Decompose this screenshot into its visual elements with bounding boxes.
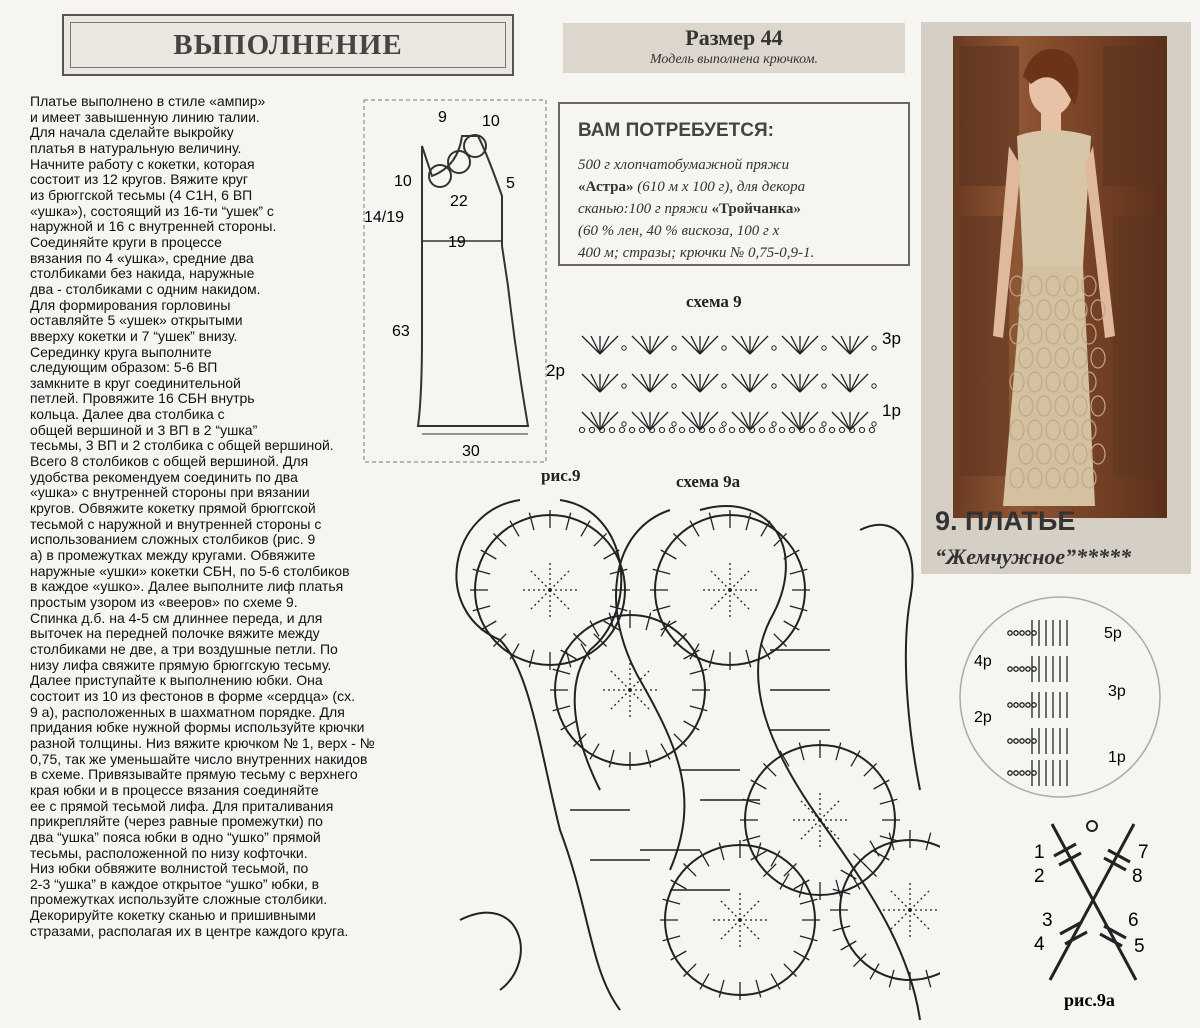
fan-stitch	[750, 336, 759, 354]
chain-dot	[672, 346, 676, 350]
ring-stitch	[756, 980, 761, 997]
chain-dot	[1014, 739, 1018, 743]
chain-dot	[769, 427, 774, 432]
ring-stitch	[719, 980, 724, 997]
spoke	[719, 899, 740, 920]
chain-dot	[1008, 703, 1012, 707]
fan-stitch	[591, 336, 600, 354]
braid-outline	[860, 525, 920, 790]
spoke	[889, 910, 910, 931]
dress-bodice	[1017, 130, 1091, 266]
chain-dot	[622, 346, 626, 350]
ring-stitch	[746, 513, 751, 530]
fan-stitch	[650, 336, 668, 354]
fan-stitch	[741, 374, 750, 392]
chain-dot	[729, 427, 734, 432]
chain-dot	[689, 427, 694, 432]
fig9a-diagram	[1024, 810, 1164, 1020]
chain-dot	[1014, 631, 1018, 635]
ring-stitch	[709, 513, 714, 530]
chain-dot	[622, 384, 626, 388]
ring-stitch	[663, 936, 680, 941]
chain-dot	[589, 427, 594, 432]
instruction-line: состоит из 12 кругов. Вяжите круг	[30, 171, 248, 188]
row-label: 3р	[882, 329, 901, 348]
instruction-line: Для начала сделайте выкройку	[30, 124, 234, 141]
pattern-border	[364, 100, 546, 462]
fan-stitch	[682, 336, 700, 354]
dim-label: 22	[450, 193, 468, 210]
photo-caption: 9. ПЛАТЬЕ	[935, 506, 1076, 536]
spoke	[910, 910, 931, 931]
ring-stitch	[529, 513, 534, 530]
chain-dot	[1008, 739, 1012, 743]
chain-dot	[1014, 771, 1018, 775]
fan-stitch	[700, 374, 718, 392]
fan-stitch	[682, 374, 700, 392]
model-silhouette	[953, 36, 1167, 518]
instruction-line: Начните работу с кокетки, которая	[30, 155, 255, 172]
instruction-line: «ушка»), состоящий из 16-ти “ушек” с	[30, 202, 274, 219]
lace-motif	[1091, 444, 1105, 464]
ring-stitch	[663, 899, 680, 904]
instruction-line: Декорируйте кокетку сканью и пришивными	[30, 907, 316, 924]
materials-line: 400 м; стразы; крючки № 0,75-0,9-1.	[578, 245, 815, 261]
step-number: 7	[1138, 842, 1149, 863]
ring-stitch	[800, 899, 817, 904]
chain-dot	[722, 384, 726, 388]
instruction-line: 2-3 “ушка” в каждое открытое “ушко” юбки, в	[30, 875, 320, 892]
ring-stitch	[553, 706, 570, 711]
instruction-line: наружные «ушки» кокетки СБН, по 5-6 столбиков	[30, 562, 350, 579]
spoke	[550, 569, 571, 590]
ring-stitch	[799, 880, 804, 897]
size-note: Модель выполнена крючком.	[649, 52, 819, 67]
instruction-line: Далее приступайте к выполнению юбки. Она	[30, 672, 323, 689]
section-title-box	[62, 14, 514, 76]
spoke	[730, 590, 751, 611]
instruction-line: замкните в круг соединительной	[30, 374, 241, 391]
materials-line: (610 м х 100 г), для декора	[633, 179, 806, 195]
row-label: 2р	[546, 361, 565, 380]
chain-dot	[872, 422, 876, 426]
chain-dot	[609, 427, 614, 432]
ring-stitch	[880, 836, 897, 841]
instruction-line: тесьмы, 3 ВП и 2 столбика с общей вершиной.	[30, 437, 334, 454]
instruction-line: удобства рекомендуем соединить по два	[30, 468, 298, 485]
chain-dot	[672, 422, 676, 426]
lace-motif	[1091, 396, 1105, 416]
fan-stitch	[600, 374, 609, 392]
instruction-line: разной толщины. Низ вяжите крючком № 1, верх - №	[30, 734, 375, 751]
chain-dot	[709, 427, 714, 432]
spoke	[889, 889, 910, 910]
instruction-line: стразами, располагая их в центре каждого круга.	[30, 922, 349, 939]
fan-stitch	[750, 336, 768, 354]
chain-dot	[669, 427, 674, 432]
fan-stitch	[782, 374, 800, 392]
instruction-line: «ушка» с внутренней стороны при вязании	[30, 484, 310, 501]
chain-dot	[1008, 631, 1012, 635]
scheme9-title: схема 9	[686, 292, 742, 311]
fan-stitch	[782, 336, 800, 354]
materials-line: 500 г хлопчатобумажной пряжи	[578, 157, 790, 173]
step-number: 8	[1132, 866, 1143, 887]
instruction-line: края юбки и в процессе вязания соединяйте	[30, 781, 319, 798]
instruction-line: в схеме. Привязывайте прямую тесьму с верхнего	[30, 766, 358, 783]
instruction-line: использованием сложных столбиков (рис. 9	[30, 531, 316, 548]
spoke	[609, 669, 630, 690]
ring-stitch	[529, 650, 534, 667]
row-label: 1р	[882, 401, 901, 420]
fan-stitch	[600, 336, 609, 354]
ring-stitch	[690, 706, 707, 711]
chain-dot	[759, 427, 764, 432]
instruction-line: Спинка д.б. на 4-5 см длиннее переда, и для	[30, 609, 323, 626]
chain-dot	[679, 427, 684, 432]
materials-box	[558, 102, 910, 266]
ring-stitch	[800, 936, 817, 941]
size-title: Размер 44	[685, 25, 783, 50]
dress-pattern-diagram	[360, 96, 550, 466]
ring-stitch	[709, 650, 714, 667]
row-label: 2р	[974, 709, 992, 726]
dim-label: 9	[438, 109, 447, 126]
chain-dot	[829, 427, 834, 432]
instruction-line: вверху кокетки и 7 “ушек” внизу.	[30, 327, 238, 344]
spoke	[719, 920, 740, 941]
fan-stitches	[579, 336, 876, 433]
spoke	[740, 899, 761, 920]
spoke	[550, 590, 571, 611]
instruction-line: и имеет завышенную линию талии.	[30, 108, 260, 125]
ring-stitch	[880, 799, 897, 804]
chain-dot	[579, 427, 584, 432]
ring-stitch	[690, 669, 707, 674]
chain-dot	[1026, 667, 1030, 671]
fan-stitch	[632, 336, 650, 354]
instruction-line: низу лифа свяжите прямую брюггскую тесьму.	[30, 656, 332, 673]
row-label: 3р	[1108, 683, 1126, 700]
chain-dot	[719, 427, 724, 432]
instruction-line: в каждое «ушко». Далее выполните лиф платья	[30, 578, 344, 595]
scheme9-chart	[540, 312, 920, 442]
instruction-line: а) в промежутках между кругами. Обвяжите	[30, 547, 316, 564]
fan-stitch	[582, 336, 600, 354]
instruction-line: столбиками не две, а три воздушные петли. По	[30, 640, 338, 657]
photo-card	[921, 22, 1191, 574]
scheme9a-lace-diagram	[440, 490, 940, 1028]
instruction-line: промежутках используйте сложные столбики.	[30, 891, 328, 908]
fan-stitch	[641, 374, 650, 392]
fan-stitch	[632, 374, 650, 392]
lace-motif	[1082, 276, 1096, 296]
step-number: 3	[1042, 910, 1053, 931]
spoke	[820, 799, 841, 820]
chain-dot	[872, 384, 876, 388]
chain-dot	[772, 422, 776, 426]
step-number: 6	[1128, 910, 1139, 931]
materials-line: (60 % лен, 40 % вискоза, 100 г х	[578, 223, 780, 239]
stitch-ring	[1087, 821, 1097, 831]
ring-stitch	[566, 513, 571, 530]
chain-dot	[872, 346, 876, 350]
instruction-line: общей вершиной и 3 ВП в 2 “ушка”	[30, 421, 258, 438]
instruction-line: кругов. Обвяжите кокетку прямой брюггской	[30, 500, 316, 517]
chain-dot	[869, 427, 874, 432]
fan-stitch	[841, 336, 850, 354]
dim-label: 30	[462, 443, 480, 460]
chain-dot	[822, 346, 826, 350]
chain-dot	[1026, 631, 1030, 635]
ring-stitch	[553, 669, 570, 674]
column-stitches	[1008, 620, 1067, 786]
stitch-ticks	[1054, 844, 1130, 946]
materials-title: ВАМ ПОТРЕБУЕТСЯ:	[578, 120, 774, 141]
stitch-line	[1052, 824, 1136, 980]
ring-stitch	[836, 880, 841, 897]
chain-dot	[822, 422, 826, 426]
tick	[1104, 926, 1126, 938]
ring-stitch	[653, 569, 670, 574]
model-neck	[1041, 112, 1061, 132]
ring-stitch	[746, 650, 751, 667]
fan-stitch	[732, 336, 750, 354]
fan-stitch	[741, 336, 750, 354]
chain-dot	[859, 427, 864, 432]
instruction-line: из брюггской тесьмы (4 С1Н, 6 ВП	[30, 186, 253, 203]
fan-stitch	[832, 336, 850, 354]
ring-stitch	[743, 836, 760, 841]
scheme9a-title: схема 9а	[676, 472, 741, 491]
fan-stitch	[750, 374, 759, 392]
chain-dot	[722, 346, 726, 350]
materials-line: сканью:100 г пряжи	[578, 201, 712, 217]
instruction-line: 0,75, так же уменьшайте число внутренних накидов	[30, 750, 368, 767]
instruction-line: придания юбке нужной формы используйте крючки	[30, 719, 365, 736]
chain-dot	[789, 427, 794, 432]
chain-dot	[622, 422, 626, 426]
chain-dot	[1020, 631, 1024, 635]
ring-stitch	[473, 569, 490, 574]
ring-stitch	[799, 743, 804, 760]
materials-yarn: «Тройчанка»	[711, 201, 801, 217]
fan-stitch	[650, 374, 659, 392]
chain-dot	[1020, 771, 1024, 775]
fan-stitch	[600, 374, 618, 392]
dim-label: 10	[394, 173, 412, 190]
instruction-line: тесьмой с наружной и внутренней стороны с	[30, 515, 322, 532]
row-label: 1р	[1108, 749, 1126, 766]
chain-dot	[1026, 739, 1030, 743]
instruction-line: выточек на передней полочке вяжите между	[30, 625, 320, 642]
lace-motif	[1091, 348, 1105, 368]
row-label: 4р	[974, 653, 992, 670]
chain-dot	[659, 427, 664, 432]
chain-dot	[1020, 739, 1024, 743]
section-title: ВЫПОЛНЕНИЕ	[70, 22, 506, 68]
chain-dot	[1020, 703, 1024, 707]
materials-text	[578, 154, 898, 264]
ring-stitch	[646, 750, 651, 767]
instruction-line: столбиками без накида, наружные	[30, 265, 255, 282]
instruction-line: Соединяйте круги в процессе	[30, 233, 222, 250]
chain-dot	[819, 427, 824, 432]
instruction-line: 9 а), расположенных в шахматном порядке. Для	[30, 703, 345, 720]
fan-stitch	[850, 374, 859, 392]
dress-photo	[953, 36, 1167, 518]
instruction-line: простым узором из «вееров» по схеме 9.	[30, 594, 298, 610]
instruction-line: Для формирования горловины	[30, 296, 231, 313]
dim-label: 63	[392, 323, 410, 340]
fan-stitch	[700, 374, 709, 392]
door-panel	[1103, 46, 1161, 186]
chain-dot	[1026, 703, 1030, 707]
materials-yarn: «Астра»	[578, 179, 634, 195]
instruction-line: два “ушка” пояса юбки в одно “ушко” прямой	[30, 828, 321, 845]
spoke	[609, 690, 630, 711]
chain-dot	[722, 422, 726, 426]
instruction-line: прикрепляйте (через равные промежутки) по	[30, 813, 323, 830]
fan-stitch	[700, 336, 709, 354]
chain-dot	[772, 384, 776, 388]
spoke	[910, 889, 931, 910]
instruction-line: следующим образом: 5-6 ВП	[30, 359, 218, 376]
chain-dot	[779, 427, 784, 432]
ring-stitch	[653, 606, 670, 611]
fan-stitch	[700, 336, 718, 354]
ring-stitch	[609, 750, 614, 767]
fan-stitch	[732, 374, 750, 392]
ring-stitch	[836, 743, 841, 760]
stitch-line	[1050, 824, 1134, 980]
fan-stitch	[850, 336, 868, 354]
circle-spokes	[470, 510, 940, 1000]
fan-stitch	[791, 374, 800, 392]
spoke	[740, 920, 761, 941]
chain-dot	[739, 427, 744, 432]
ring-stitch	[566, 650, 571, 667]
instruction-line: платья в натуральную величину.	[30, 139, 242, 156]
ring-stitch	[473, 606, 490, 611]
fan-stitch	[800, 374, 809, 392]
size-box	[563, 23, 905, 73]
spoke	[529, 590, 550, 611]
fan-stitch	[650, 336, 659, 354]
fan-stitch	[582, 374, 600, 392]
instruction-line: вязания по 4 «ушка», средние два	[30, 249, 254, 266]
braid-outline	[700, 506, 920, 1020]
fan-stitch	[800, 336, 809, 354]
spoke	[709, 590, 730, 611]
instruction-line: состоит из 10 из фестонов в форме «сердца» (сх.	[30, 687, 355, 704]
instruction-line: Платье выполнено в стиле «ампир»	[30, 93, 266, 109]
chain-dot	[1008, 771, 1012, 775]
chain-dot	[639, 427, 644, 432]
dim-label: 19	[448, 234, 466, 251]
chain-dot	[1020, 667, 1024, 671]
instruction-line: ее с прямой тесьмой лифа. Для приталивания	[30, 797, 334, 814]
instruction-line: наружной и 16 с внутренней стороны.	[30, 218, 277, 235]
chain-dot	[629, 427, 634, 432]
instruction-line: петлей. Провяжите 16 СБН внутрь	[30, 390, 255, 407]
step-number: 1	[1034, 842, 1045, 863]
spoke	[730, 569, 751, 590]
chain-dot	[839, 427, 844, 432]
crossbars	[570, 650, 830, 890]
ring-stitch	[790, 569, 807, 574]
dim-label: 10	[482, 113, 500, 130]
step-number: 4	[1034, 934, 1045, 955]
row-label: 5р	[1104, 625, 1122, 642]
ring-stitch	[790, 606, 807, 611]
step-number: 2	[1034, 866, 1045, 887]
spoke	[799, 820, 820, 841]
fan-stitch	[791, 336, 800, 354]
chain-dot	[619, 427, 624, 432]
circle-scheme	[946, 594, 1174, 800]
instruction-line: кольца. Далее два столбика с	[30, 406, 225, 423]
step-number: 5	[1134, 936, 1145, 957]
fan-stitch	[800, 374, 818, 392]
fan-stitch	[641, 336, 650, 354]
chain-dot	[1014, 667, 1018, 671]
ring-stitch	[756, 843, 761, 860]
instruction-line: два - столбиками с одним накидом.	[30, 280, 261, 297]
fan-stitch	[600, 336, 618, 354]
fan-stitch	[841, 374, 850, 392]
chain-dot	[809, 427, 814, 432]
fig9-label: рис.9	[541, 466, 581, 485]
fan-stitch	[750, 374, 768, 392]
fig9a-label: рис.9а	[1064, 990, 1115, 1010]
instruction-line: Всего 8 столбиков с общей вершиной. Для	[30, 453, 309, 470]
dim-label: 14/19	[364, 209, 405, 226]
ring-stitch	[719, 843, 724, 860]
chain-dot	[822, 384, 826, 388]
fan-stitch	[691, 336, 700, 354]
fan-stitch	[850, 374, 868, 392]
braid-outline	[460, 913, 521, 990]
instruction-line: тесьмы, расположенной по низу кофточки.	[30, 844, 308, 861]
fan-stitch	[650, 374, 668, 392]
fan-stitch	[691, 374, 700, 392]
photo-subtitle: “Жемчужное”*****	[935, 544, 1132, 569]
fan-stitch	[850, 336, 859, 354]
spoke	[709, 569, 730, 590]
ring-stitch	[853, 853, 866, 866]
door-panel	[1113, 216, 1161, 476]
chain-dot	[772, 346, 776, 350]
fan-stitch	[800, 336, 818, 354]
fan-stitch	[591, 374, 600, 392]
chain-dot	[672, 384, 676, 388]
braid-outline	[456, 500, 620, 1010]
chain-dot	[1008, 667, 1012, 671]
chain-dot	[1026, 771, 1030, 775]
ring-stitch	[646, 613, 651, 630]
chain-dot	[1014, 703, 1018, 707]
instruction-line: Серединку круга выполните	[30, 343, 212, 360]
spoke	[529, 569, 550, 590]
ring-stitch	[853, 954, 866, 967]
dim-label: 5	[506, 175, 515, 192]
fan-stitch	[832, 374, 850, 392]
instruction-line: оставляйте 5 «ушек» открытыми	[30, 312, 243, 329]
instruction-line: Низ юбки обвяжите волнистой тесьмой, по	[30, 860, 309, 877]
